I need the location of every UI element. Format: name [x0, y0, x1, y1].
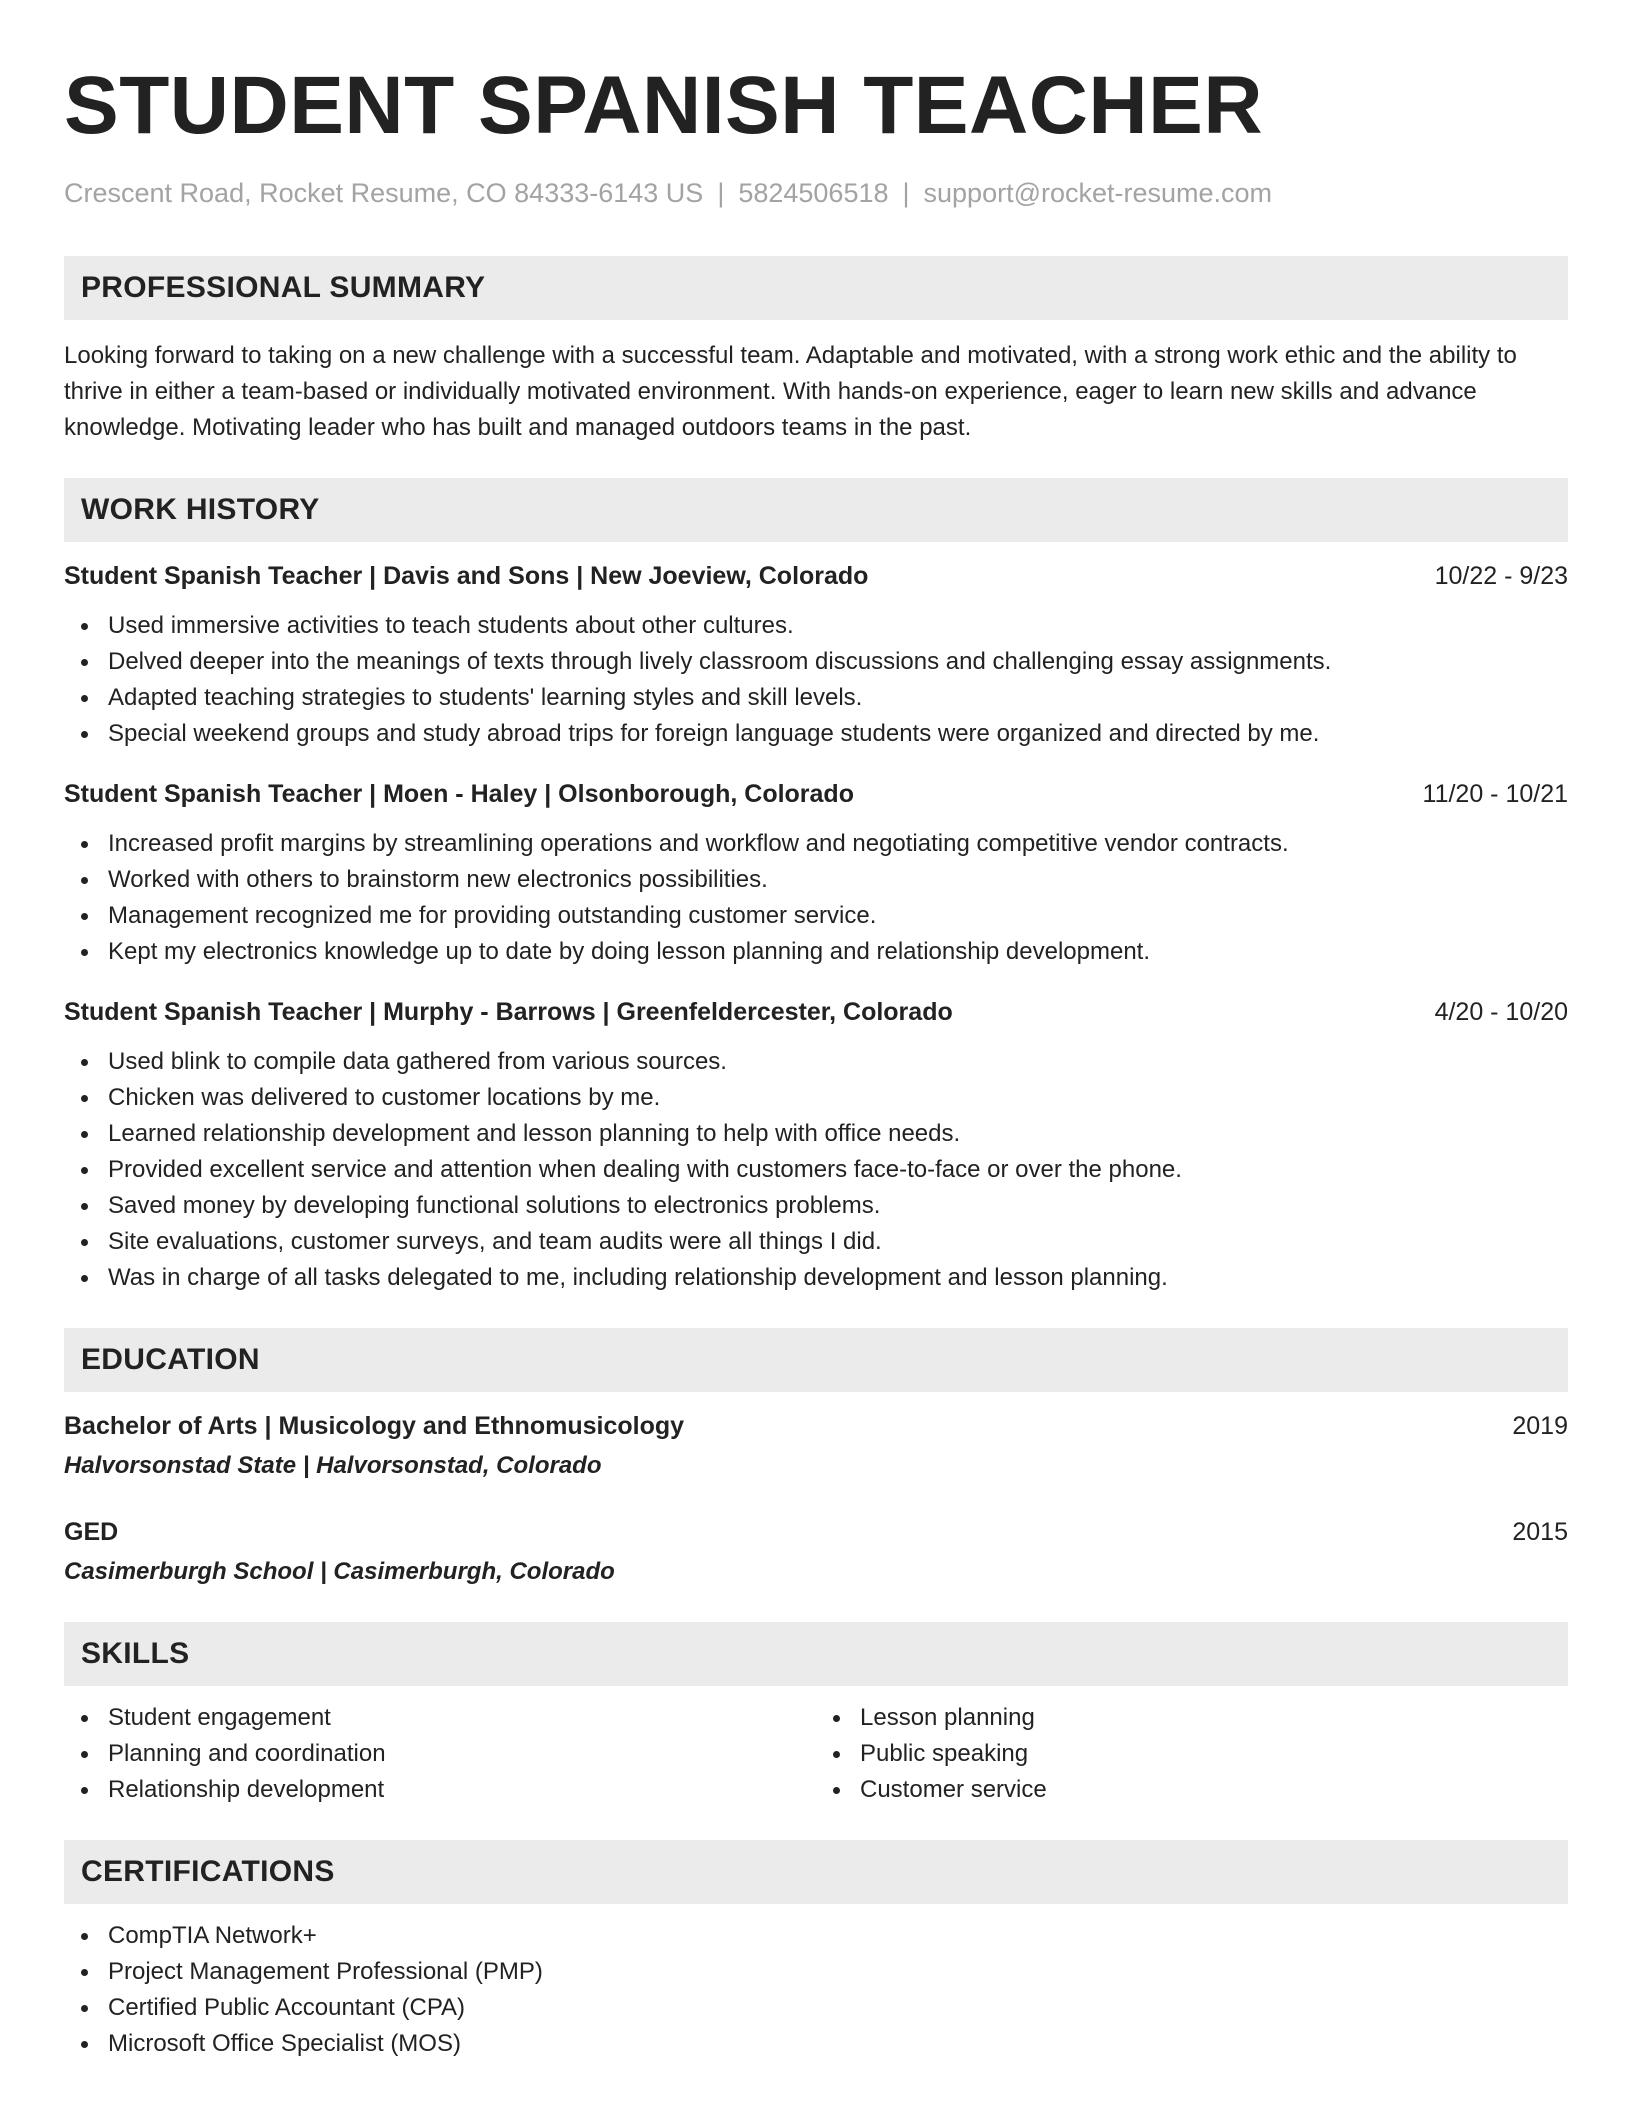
- job-entry: [64, 558, 1568, 752]
- job-dates: 4/20 - 10/20: [1434, 998, 1568, 1026]
- job-title: Student Spanish Teacher | Murphy - Barrows | Greenfeldercester, Colorado: [64, 998, 953, 1026]
- certification-item: CompTIA Network+: [64, 1918, 1568, 1954]
- skills-grid: [64, 1700, 1568, 1808]
- skill-item: Student engagement: [64, 1700, 816, 1736]
- job-bullet: Worked with others to brainstorm new electronics possibilities.: [64, 862, 1568, 898]
- job-bullet: Adapted teaching strategies to students' learning styles and skill levels.: [64, 680, 1568, 716]
- job-title: Student Spanish Teacher | Moen - Haley | Olsonborough, Colorado: [64, 780, 854, 808]
- contact-separator: |: [902, 178, 910, 208]
- certification-item: Project Management Professional (PMP): [64, 1954, 1568, 1990]
- job-bullet: Chicken was delivered to customer locations by me.: [64, 1080, 1568, 1116]
- job-bullets: [64, 608, 1568, 752]
- job-bullet: Site evaluations, customer surveys, and team audits were all things I did.: [64, 1224, 1568, 1260]
- resume-name: STUDENT SPANISH TEACHER: [64, 60, 1264, 151]
- skill-item: Customer service: [816, 1772, 1568, 1808]
- job-bullet: Learned relationship development and lesson planning to help with office needs.: [64, 1116, 1568, 1152]
- education-school: Casimerburgh School | Casimerburgh, Colorado: [64, 1558, 615, 1585]
- job-bullet: Was in charge of all tasks delegated to me, including relationship development and lesson planning.: [64, 1260, 1568, 1296]
- contact-address: Crescent Road, Rocket Resume, CO 84333-6143 US: [64, 178, 704, 208]
- job-bullet: Special weekend groups and study abroad trips for foreign language students were organized and directed by me.: [64, 716, 1568, 752]
- job-title: Student Spanish Teacher | Davis and Sons | New Joeview, Colorado: [64, 562, 869, 590]
- job-bullets: [64, 1044, 1568, 1296]
- education-school: Halvorsonstad State | Halvorsonstad, Colorado: [64, 1452, 602, 1479]
- work-history-heading: WORK HISTORY: [64, 478, 1568, 542]
- job-entry: [64, 776, 1568, 970]
- education-degree: Bachelor of Arts | Musicology and Ethnomusicology: [64, 1412, 685, 1440]
- certification-item: Certified Public Accountant (CPA): [64, 1990, 1568, 2026]
- contact-phone: 5824506518: [738, 178, 889, 208]
- job-bullet: Saved money by developing functional solutions to electronics problems.: [64, 1188, 1568, 1224]
- skills-heading: SKILLS: [64, 1622, 1568, 1686]
- skills-column-right: [816, 1700, 1568, 1808]
- skill-item: Relationship development: [64, 1772, 816, 1808]
- certification-item: Microsoft Office Specialist (MOS): [64, 2026, 1568, 2062]
- job-dates: 10/22 - 9/23: [1434, 562, 1568, 590]
- education-heading: EDUCATION: [64, 1328, 1568, 1392]
- skill-item: Planning and coordination: [64, 1736, 816, 1772]
- job-dates: 11/20 - 10/21: [1422, 780, 1568, 808]
- job-bullets: [64, 826, 1568, 970]
- job-bullet: Used blink to compile data gathered from various sources.: [64, 1044, 1568, 1080]
- skill-item: Lesson planning: [816, 1700, 1568, 1736]
- job-bullet: Management recognized me for providing outstanding customer service.: [64, 898, 1568, 934]
- education-degree: GED: [64, 1518, 119, 1546]
- job-bullet: Increased profit margins by streamlining operations and workflow and negotiating competitive vendor contracts.: [64, 826, 1568, 862]
- skills-list: [64, 1700, 816, 1808]
- skill-item: Public speaking: [816, 1736, 1568, 1772]
- skills-list: [816, 1700, 1568, 1808]
- education-year: 2019: [1512, 1412, 1568, 1440]
- summary-text: Looking forward to taking on a new challenge with a successful team. Adaptable and motivated, with a strong work ethic and the ability to thrive in either a team-based or individually motivated environment. With hands-on experience, eager to learn new skills and advance knowledge. Motivating leader who has built and managed outdoors teams in the past.: [64, 342, 1517, 441]
- job-bullet: Provided excellent service and attention when dealing with customers face-to-face or over the phone.: [64, 1152, 1568, 1188]
- education-year: 2015: [1512, 1518, 1568, 1546]
- skills-column-left: [64, 1700, 816, 1808]
- certifications-list: [64, 1918, 1568, 2062]
- job-bullet: Used immersive activities to teach students about other cultures.: [64, 608, 1568, 644]
- contact-separator: |: [717, 178, 725, 208]
- education-entry: [64, 1408, 1568, 1484]
- certifications-heading: CERTIFICATIONS: [64, 1840, 1568, 1904]
- job-bullet: Kept my electronics knowledge up to date by doing lesson planning and relationship development.: [64, 934, 1568, 970]
- summary-heading: PROFESSIONAL SUMMARY: [64, 256, 1568, 320]
- job-bullet: Delved deeper into the meanings of texts through lively classroom discussions and challenging essay assignments.: [64, 644, 1568, 680]
- contact-email: support@rocket-resume.com: [923, 178, 1273, 208]
- job-entry: [64, 994, 1568, 1296]
- contact-line: [64, 176, 1568, 210]
- education-entry: [64, 1514, 1568, 1590]
